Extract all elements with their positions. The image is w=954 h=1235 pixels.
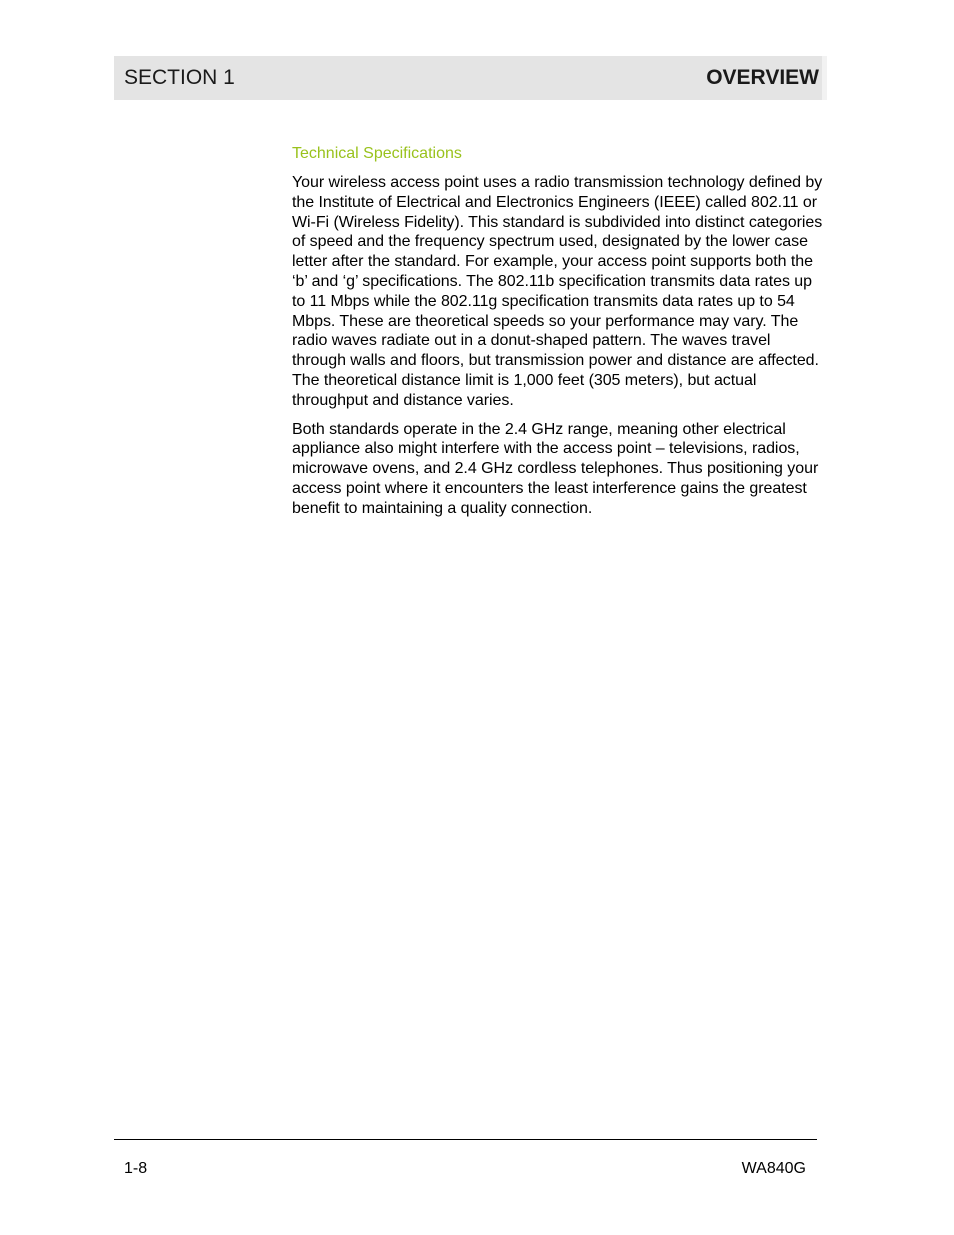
subheading-technical-specifications: Technical Specifications <box>292 145 462 162</box>
model-name: WA840G <box>741 1160 806 1177</box>
paragraph-interference: Both standards operate in the 2.4 GHz range, meaning other electrical appliance also might interfere with the access point – televisions, radios, microwave ovens, and 2.4 GHz cordless telephones. Thus positioning your access point where it encounters the least interference gains the greatest benefit to maintaining a quality connection. <box>292 420 819 517</box>
main-content <box>292 144 824 528</box>
section-header <box>114 56 827 100</box>
footer-divider <box>114 1139 817 1140</box>
paragraph-wifi-standards: Your wireless access point uses a radio transmission technology defined by the Institute of Electrical and Electronics Engineers (IEEE) called 802.11 or Wi-Fi (Wireless Fidelity). This standard is subdivided into distinct categories of speed and the frequency spectrum used, designated by the lower case letter after the standard. For example, your access point supports both the ‘b’ and ‘g’ specifications. The 802.11b specification transmits data rates up to 11 Mbps while the 802.11g specification transmits data rates up to 54 Mbps. These are theoretical speeds so your performance may vary. The radio waves radiate out in a donut-shaped pattern. The waves travel through walls and floors, but transmission power and distance are affected. The theoretical distance limit is 1,000 feet (305 meters), but actual throughput and distance varies. <box>292 174 823 409</box>
page-number: 1-8 <box>124 1160 148 1177</box>
section-label: SECTION 1 <box>124 66 235 89</box>
section-title: OVERVIEW <box>706 66 819 89</box>
